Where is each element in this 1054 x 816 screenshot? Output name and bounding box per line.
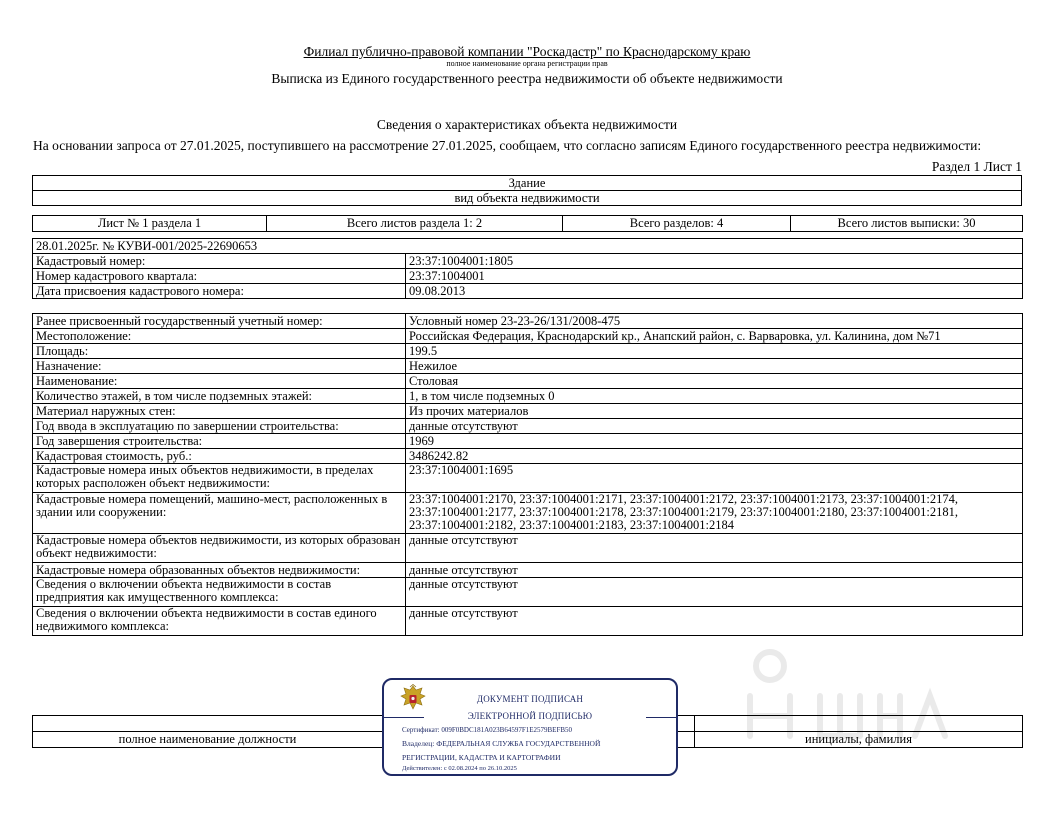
table-row	[33, 607, 1023, 636]
section-sheets-total: Всего листов раздела 1: 2	[267, 216, 563, 232]
field-label: Ранее присвоенный государственный учетный номер:	[33, 314, 406, 329]
extract-sheets-total: Всего листов выписки: 30	[791, 216, 1023, 232]
organization-name: Филиал публично-правовой компании "Роскадастр" по Краснодарскому краю	[303, 44, 751, 59]
object-kind-value: Здание	[33, 176, 1022, 191]
field-label: Материал наружных стен:	[33, 404, 406, 419]
field-label: Дата присвоения кадастрового номера:	[33, 284, 406, 299]
request-basis-text: На основании запроса от 27.01.2025, поступившего на рассмотрение 27.01.2025, сообщаем, что согласно записям Единого государственного реестра недвижимости:	[33, 138, 982, 153]
field-value: 3486242.82	[406, 449, 1023, 464]
table-row	[33, 359, 1023, 374]
stamp-line-signed: ДОКУМЕНТ ПОДПИСАН	[476, 694, 584, 704]
organization-caption: полное наименование органа регистрации прав	[446, 59, 608, 68]
table-row	[33, 374, 1023, 389]
table-row	[33, 404, 1023, 419]
sheet-number: Лист № 1 раздела 1	[33, 216, 267, 232]
cadastral-info-table	[32, 238, 1023, 299]
stamp-line-electronic: ЭЛЕКТРОННОЙ ПОДПИСЬЮ	[467, 711, 593, 721]
stamp-certificate: Сертификат: 009F0BDC181A023B64597F1E2579BEFB50	[402, 726, 573, 734]
field-label: Площадь:	[33, 344, 406, 359]
field-label: Кадастровые номера образованных объектов недвижимости:	[33, 563, 406, 578]
field-value: данные отсутствуют	[406, 534, 1023, 563]
field-label: Кадастровый номер:	[33, 254, 406, 269]
field-label: Номер кадастрового квартала:	[33, 269, 406, 284]
field-value: 09.08.2013	[406, 284, 1023, 299]
table-row	[33, 464, 1023, 493]
electronic-signature-stamp	[382, 678, 678, 776]
table-row	[33, 254, 1023, 269]
stamp-rule-right	[646, 717, 676, 718]
table-row	[33, 284, 1023, 299]
field-label: Местоположение:	[33, 329, 406, 344]
sections-total: Всего разделов: 4	[563, 216, 791, 232]
document-subtitle: Сведения о характеристиках объекта недвижимости	[376, 117, 678, 132]
table-row	[33, 389, 1023, 404]
table-row	[33, 434, 1023, 449]
position-caption: полное наименование должности	[33, 732, 383, 748]
field-value: 199.5	[406, 344, 1023, 359]
table-row	[33, 534, 1023, 563]
field-label: Сведения о включении объекта недвижимости в состав единого недвижимого комплекса:	[33, 607, 406, 636]
field-label: Наименование:	[33, 374, 406, 389]
field-value: 1969	[406, 434, 1023, 449]
field-value: Столовая	[406, 374, 1023, 389]
table-row	[33, 578, 1023, 607]
table-row	[33, 314, 1023, 329]
field-value: данные отсутствуют	[406, 578, 1023, 607]
field-label: Кадастровая стоимость, руб.:	[33, 449, 406, 464]
field-label: Кадастровые номера иных объектов недвижимости, в пределах которых расположен объект недвижимости:	[33, 464, 406, 493]
table-row	[33, 269, 1023, 284]
table-row	[33, 329, 1023, 344]
stamp-rule-left	[384, 717, 424, 718]
table-row	[33, 344, 1023, 359]
field-value: 1, в том числе подземных 0	[406, 389, 1023, 404]
table-row	[33, 493, 1023, 534]
object-kind-caption: вид объекта недвижимости	[33, 191, 1022, 206]
section-sheet-label: Раздел 1 Лист 1	[931, 159, 1022, 174]
field-label: Год завершения строительства:	[33, 434, 406, 449]
name-caption: инициалы, фамилия	[695, 732, 1023, 748]
field-value: Условный номер 23-23-26/131/2008-475	[406, 314, 1023, 329]
stamp-validity: Действителен: с 02.08.2024 по 26.10.2025	[402, 765, 517, 772]
watermark-logo-icon	[730, 636, 950, 746]
field-value: данные отсутствуют	[406, 419, 1023, 434]
stamp-owner: Владелец: ФЕДЕРАЛЬНАЯ СЛУЖБА ГОСУДАРСТВЕННОЙ	[402, 739, 601, 748]
field-label: Количество этажей, в том числе подземных этажей:	[33, 389, 406, 404]
characteristics-table	[32, 313, 1023, 636]
field-value: Нежилое	[406, 359, 1023, 374]
field-label: Сведения о включении объекта недвижимости в состав предприятия как имущественного комплекса:	[33, 578, 406, 607]
document-title: Выписка из Единого государственного реестра недвижимости об объекте недвижимости	[271, 71, 783, 86]
field-value: 23:37:1004001:1805	[406, 254, 1023, 269]
field-value: Из прочих материалов	[406, 404, 1023, 419]
document-reference: 28.01.2025г. № КУВИ-001/2025-22690653	[33, 239, 1023, 254]
field-value: данные отсутствуют	[406, 607, 1023, 636]
position-cell	[33, 716, 383, 732]
object-kind-table	[32, 175, 1022, 206]
table-row	[33, 563, 1023, 578]
field-value: Российская Федерация, Краснодарский кр., Анапский район, с. Варваровка, ул. Калинина, дом №71	[406, 329, 1023, 344]
field-value: 23:37:1004001	[406, 269, 1023, 284]
field-label: Кадастровые номера помещений, машино-мест, расположенных в здании или сооружении:	[33, 493, 406, 534]
stamp-owner-continued: РЕГИСТРАЦИИ, КАДАСТРА И КАРТОГРАФИИ	[402, 753, 561, 762]
field-label: Назначение:	[33, 359, 406, 374]
field-value: 23:37:1004001:2170, 23:37:1004001:2171, 23:37:1004001:2172, 23:37:1004001:2173, 23:37:1004001:2174, 23:37:1004001:2177, 23:37:1004001:2178, 23:37:1004001:2179, 23:37:1004001:2180, 23:37:1004001:2181, 23:37:1004001:2182, 23:37:1004001:2183, 23:37:1004001:2184	[406, 493, 1023, 534]
field-value: 23:37:1004001:1695	[406, 464, 1023, 493]
table-row	[33, 449, 1023, 464]
field-value: данные отсутствуют	[406, 563, 1023, 578]
table-row	[33, 419, 1023, 434]
field-label: Кадастровые номера объектов недвижимости, из которых образован объект недвижимости:	[33, 534, 406, 563]
sheets-table	[32, 215, 1023, 232]
field-label: Год ввода в эксплуатацию по завершении строительства:	[33, 419, 406, 434]
